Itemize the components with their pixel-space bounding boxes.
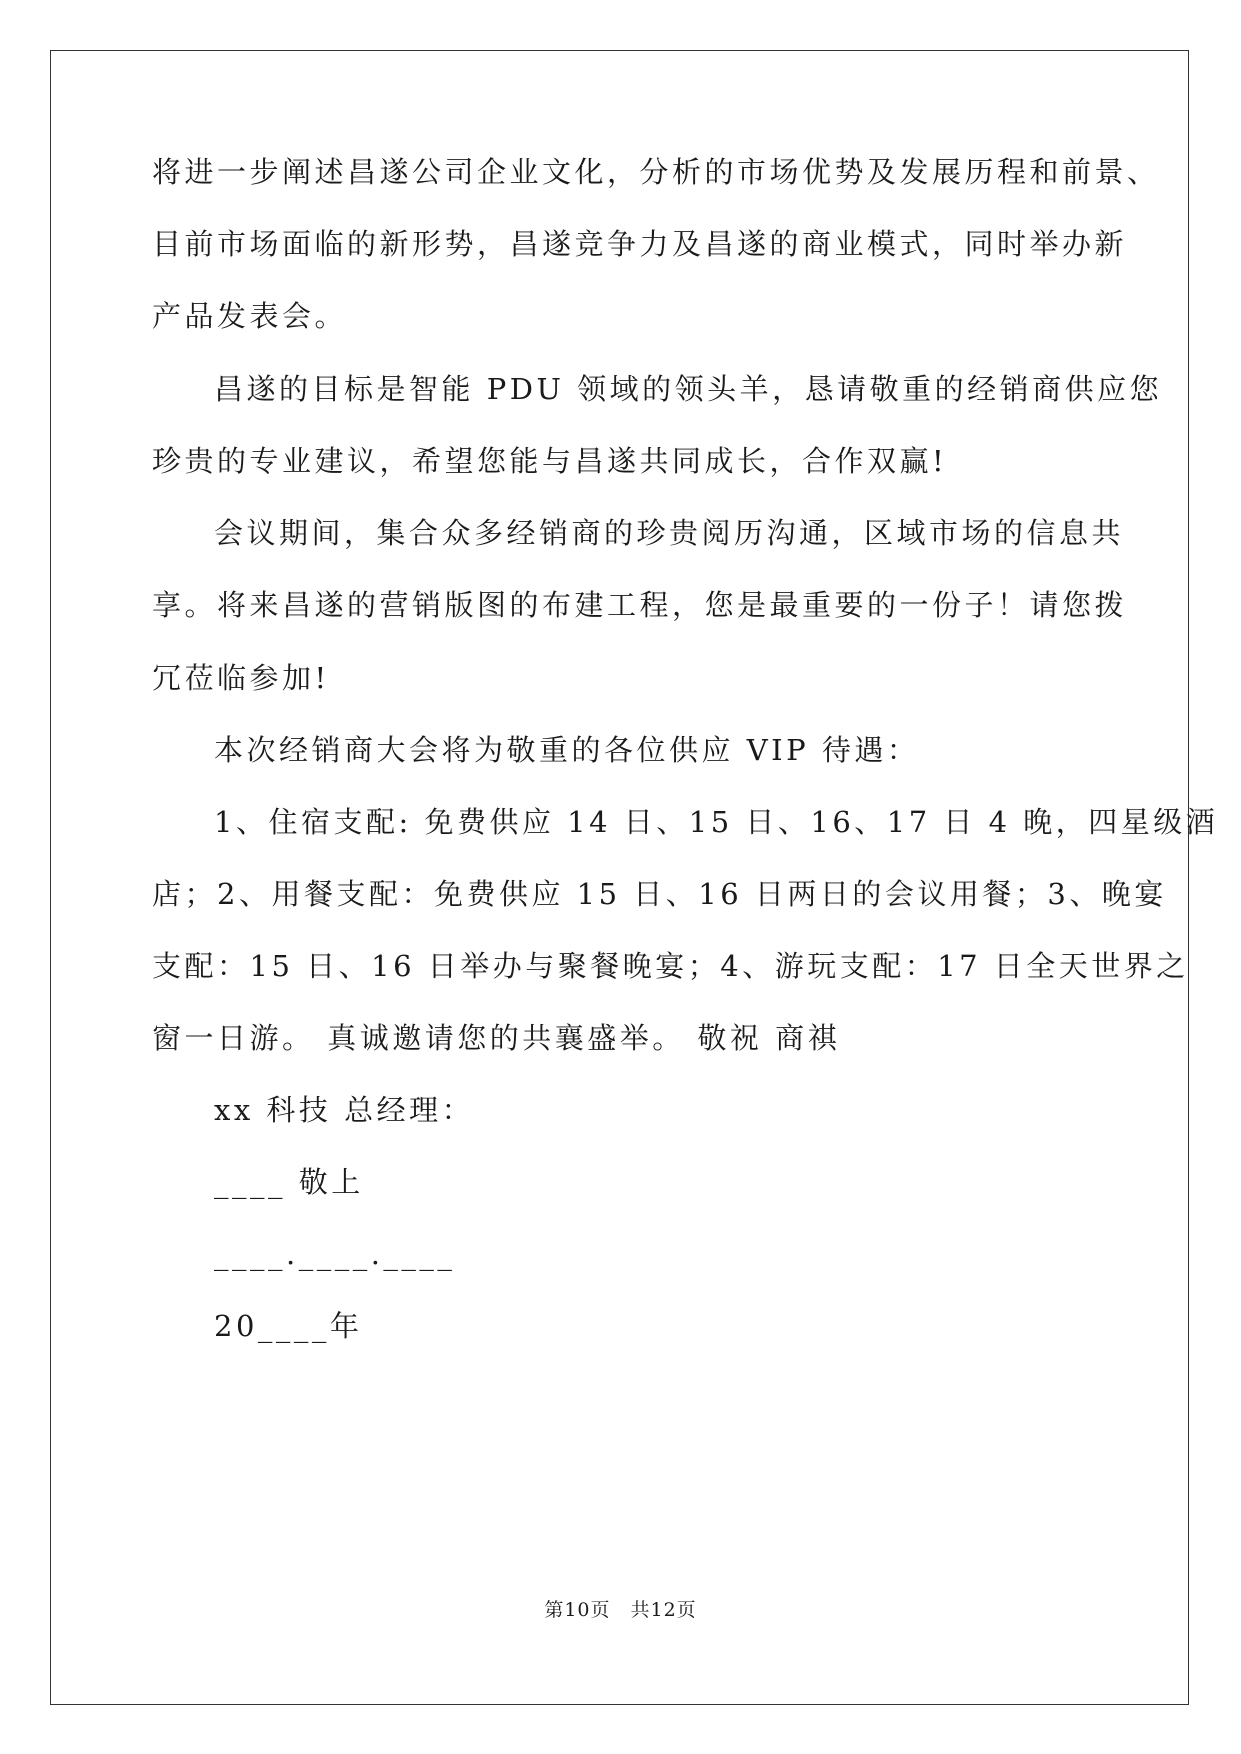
paragraph-line: 窗一日游。 真诚邀请您的共襄盛举。 敬祝 商祺: [152, 1021, 841, 1055]
paragraph-line: 享。将来昌遂的营销版图的布建工程，您是最重要的一份子！请您拨: [152, 588, 1128, 622]
paragraph-line: 会议期间，集合众多经销商的珍贵阅历沟通，区域市场的信息共: [214, 516, 1125, 550]
paragraph-line: 店；2、用餐支配：免费供应 15 日、16 日两日的会议用餐；3、晚宴: [152, 877, 1167, 911]
paragraph-line: 珍贵的专业建议，希望您能与昌遂共同成长，合作双赢!: [152, 444, 948, 478]
date-blank-line: ____.____.____: [214, 1237, 456, 1271]
page-number-footer: 第10页 共12页: [544, 1599, 697, 1621]
paragraph-line: 昌遂的目标是智能 PDU 领域的领头羊，恳请敬重的经销商供应您: [214, 372, 1163, 406]
paragraph-line: 将进一步阐述昌遂公司企业文化，分析的市场优势及发展历程和前景、: [152, 155, 1160, 189]
paragraph-line: 1、住宿支配: 免费供应 14 日、15 日、16、17 日 4 晚，四星级酒: [214, 805, 1219, 839]
paragraph-line: 冗莅临参加!: [152, 661, 330, 695]
signature-company-line: xx 科技 总经理：: [214, 1093, 475, 1127]
year-line: 20____年: [214, 1309, 363, 1343]
paragraph-line: 支配：15 日、16 日举办与聚餐晚宴；4、游玩支配：17 日全天世界之: [152, 949, 1189, 983]
paragraph-line: 产品发表会。: [152, 299, 348, 333]
paragraph-line: 本次经销商大会将为敬重的各位供应 VIP 待遇：: [214, 733, 920, 767]
signature-regards-line: ____ 敬上: [214, 1165, 364, 1199]
paragraph-line: 目前市场面临的新形势，昌遂竞争力及昌遂的商业模式，同时举办新: [152, 227, 1128, 261]
